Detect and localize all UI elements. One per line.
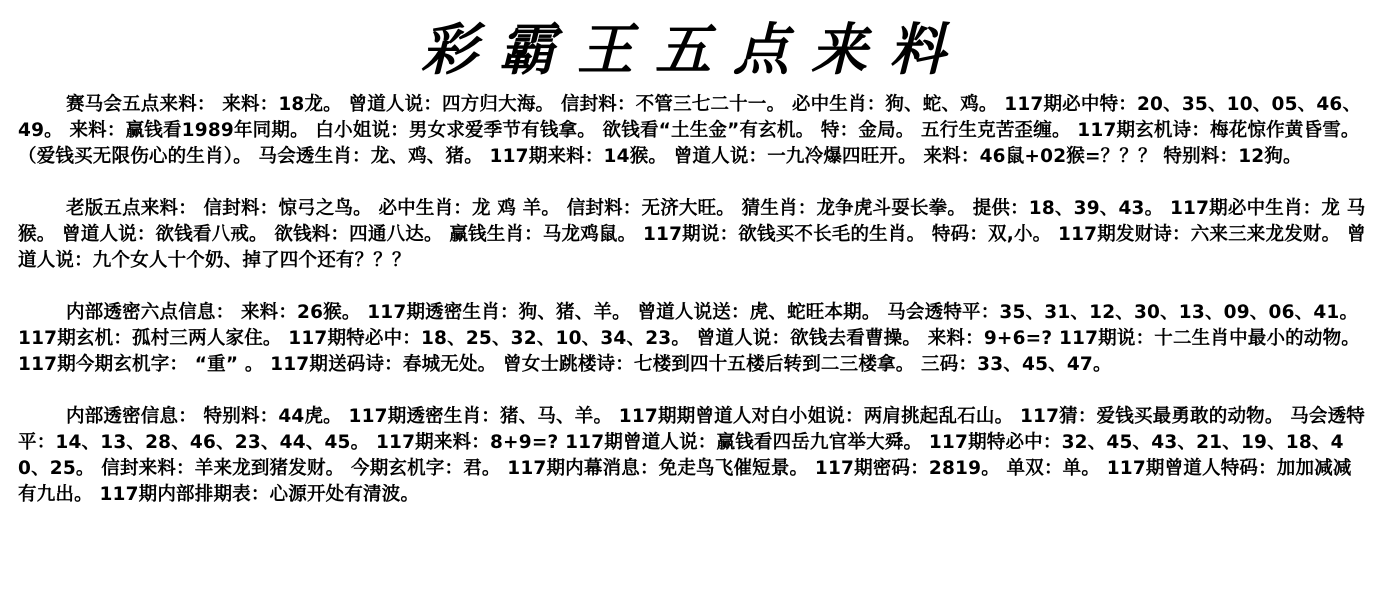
page-title: 彩霸王五点来料 <box>421 17 967 83</box>
paragraph-internal-six-point: 内部透密六点信息： 来料：26猴。 117期透密生肖：狗、猪、羊。 曾道人说送：虎、蛇旺本期。 马会透特平：35、31、12、30、13、09、06、41。 117期玄机：孤村三两人家住。 117期特必中：18、25、32、10、34、23。 曾道人说：欲钱去看曹操。 来料：9+6=? 117期说：十二生肖中最小的动物。 117期今期玄机字： “重” 。 117期送码诗：春城无处。 曾女士跳楼诗：七楼到四十五楼后转到二三楼拿。 三码：33、45、47。 <box>18 302 1360 375</box>
content-body <box>18 92 1370 534</box>
paragraph-internal-info: 内部透密信息： 特别料：44虎。 117期透密生肖：猪、马、羊。 117期期曾道人对白小姐说：两肩挑起乱石山。 117猜：爱钱买最勇敢的动物。 马会透特平：14、13、28、46、23、44、45。 117期来料：8+9=? 117期曾道人说：赢钱看四岳九官举大舜。 117期特必中：32、45、43、21、19、18、40、25。 信封来料：羊来龙到猪发财。 今期玄机字：君。 117期内幕消息：免走鸟飞催短景。 117期密码：2819。 单双：单。 117期曾道人特码：加加减减有九出。 117期内部排期表：心源开处有清波。 <box>18 406 1366 505</box>
paragraph-saimahui-five-point: 赛马会五点来料： 来料：18龙。 曾道人说：四方归大海。 信封料：不管三七二十一。 必中生肖：狗、蛇、鸡。 117期必中特：20、35、10、05、46、49。 来料：赢钱看1989年同期。 白小姐说：男女求爱季节有钱拿。 欲钱看“土生金”有玄机。 特：金局。 五行生克苦歪缠。 117期玄机诗：梅花惊作黄昏雪。（爱钱买无限伤心的生肖）。 马会透生肖：龙、鸡、猪。 117期来料：14猴。 曾道人说：一九冷爆四旺开。 来料：46鼠+02猴=？？？ 特别料：12狗。 <box>18 94 1362 167</box>
paragraph-old-version-five-point: 老版五点来料： 信封料：惊弓之鸟。 必中生肖：龙 鸡 羊。 信封料：无济大旺。 猜生肖：龙争虎斗耍长拳。 提供：18、39、43。 117期必中生肖：龙 马 猴。 曾道人说：欲钱看八戒。 欲钱料：四通八达。 赢钱生肖：马龙鸡鼠。 117期说：欲钱买不长毛的生肖。 特码：双,小。 117期发财诗：六来三来龙发财。 曾道人说：九个女人十个奶、掉了四个还有？？？ <box>18 198 1366 271</box>
